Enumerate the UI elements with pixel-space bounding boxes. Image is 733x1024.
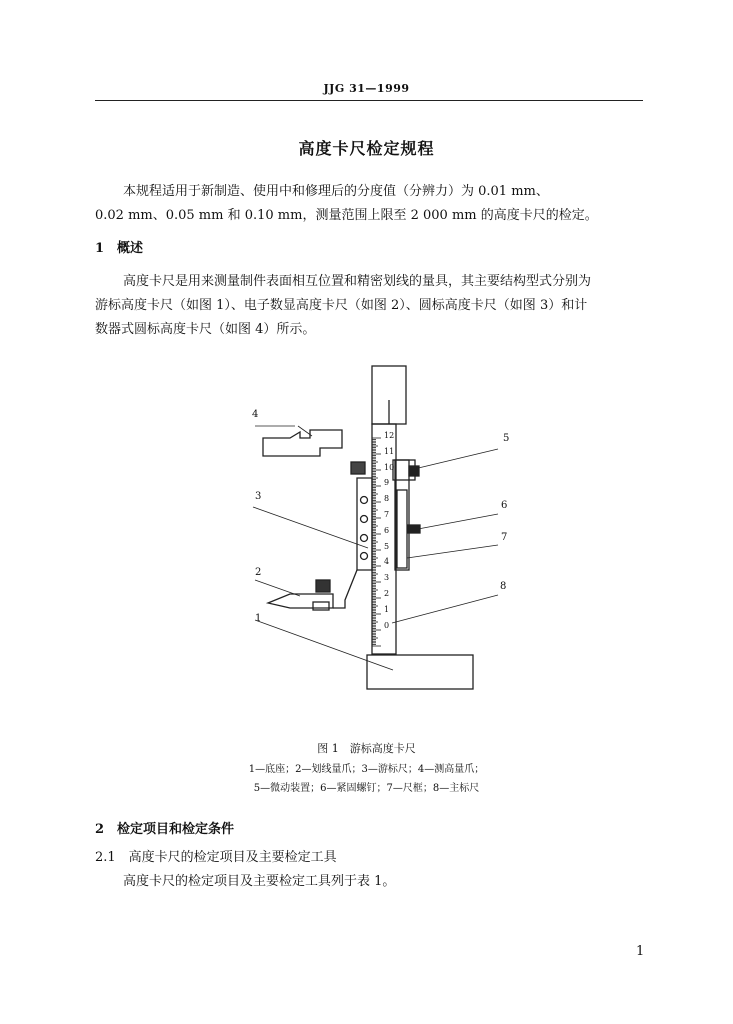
scale-number: 5 bbox=[384, 541, 390, 551]
scale-number: 3 bbox=[384, 573, 390, 583]
scale-number: 9 bbox=[384, 478, 390, 488]
section-1-line-2: 游标高度卡尺（如图 1）、电子数显高度卡尺（如图 2）、圆标高度卡尺（如图 3）和计 bbox=[95, 298, 588, 313]
part-label-5: 5 bbox=[503, 433, 510, 444]
part-label-4: 4 bbox=[252, 409, 259, 420]
part-label-2: 2 bbox=[255, 567, 262, 578]
scriber-jaw bbox=[268, 594, 333, 608]
section-1-heading: 1 概述 bbox=[95, 241, 144, 256]
height-jaw bbox=[263, 430, 342, 456]
scale-number: 2 bbox=[384, 588, 390, 598]
scale-number: 8 bbox=[384, 494, 390, 504]
part-label-7: 7 bbox=[501, 532, 508, 543]
part-label-6: 6 bbox=[501, 500, 508, 511]
scale-number: 4 bbox=[384, 557, 390, 567]
scale-number: 1 bbox=[384, 604, 390, 614]
part-label-3: 3 bbox=[255, 491, 262, 502]
figure-caption: 图 1 游标高度卡尺 bbox=[317, 742, 416, 755]
header-code: JJG 31—1999 bbox=[323, 82, 410, 95]
intro-line-1: 本规程适用于新制造、使用中和修理后的分度值（分辨力）为 0.01 mm、 bbox=[123, 184, 549, 199]
scale-number: 0 bbox=[384, 620, 390, 630]
scale-number: 12 bbox=[384, 431, 395, 440]
section-2-heading: 2 检定项目和检定条件 bbox=[95, 822, 235, 837]
scale-numbers bbox=[384, 428, 394, 633]
figure-legend-line-2: 5—微动装置；6—紧固螺钉；7—尺框；8—主标尺 bbox=[253, 783, 480, 794]
figure-legend-line-1: 1—底座；2—划线量爪；3—游标尺；4—测高量爪； bbox=[248, 764, 485, 775]
section-1-line-3: 数器式圆标高度卡尺（如图 4）所示。 bbox=[95, 322, 316, 337]
scale-number: 11 bbox=[384, 446, 395, 456]
scale-number: 10 bbox=[384, 462, 395, 472]
page-number: 1 bbox=[636, 944, 645, 959]
base-block bbox=[367, 655, 473, 689]
vernier-plate bbox=[357, 478, 372, 570]
scale-number: 7 bbox=[384, 509, 390, 519]
section-2-1-line-1: 高度卡尺的检定项目及主要检定工具列于表 1。 bbox=[123, 874, 396, 889]
intro-line-2: 0.02 mm、0.05 mm 和 0.10 mm，测量范围上限至 2 000 mm 的高度卡尺的检定。 bbox=[95, 208, 598, 223]
scale-number: 6 bbox=[384, 525, 390, 535]
section-2-1-heading: 2.1 高度卡尺的检定项目及主要检定工具 bbox=[95, 850, 337, 865]
part-label-8: 8 bbox=[500, 581, 507, 592]
part-label-1: 1 bbox=[255, 613, 262, 624]
section-1-line-1: 高度卡尺是用来测量制件表面相互位置和精密划线的量具，其主要结构型式分别为 bbox=[123, 274, 592, 289]
page-title: 高度卡尺检定规程 bbox=[298, 139, 435, 158]
